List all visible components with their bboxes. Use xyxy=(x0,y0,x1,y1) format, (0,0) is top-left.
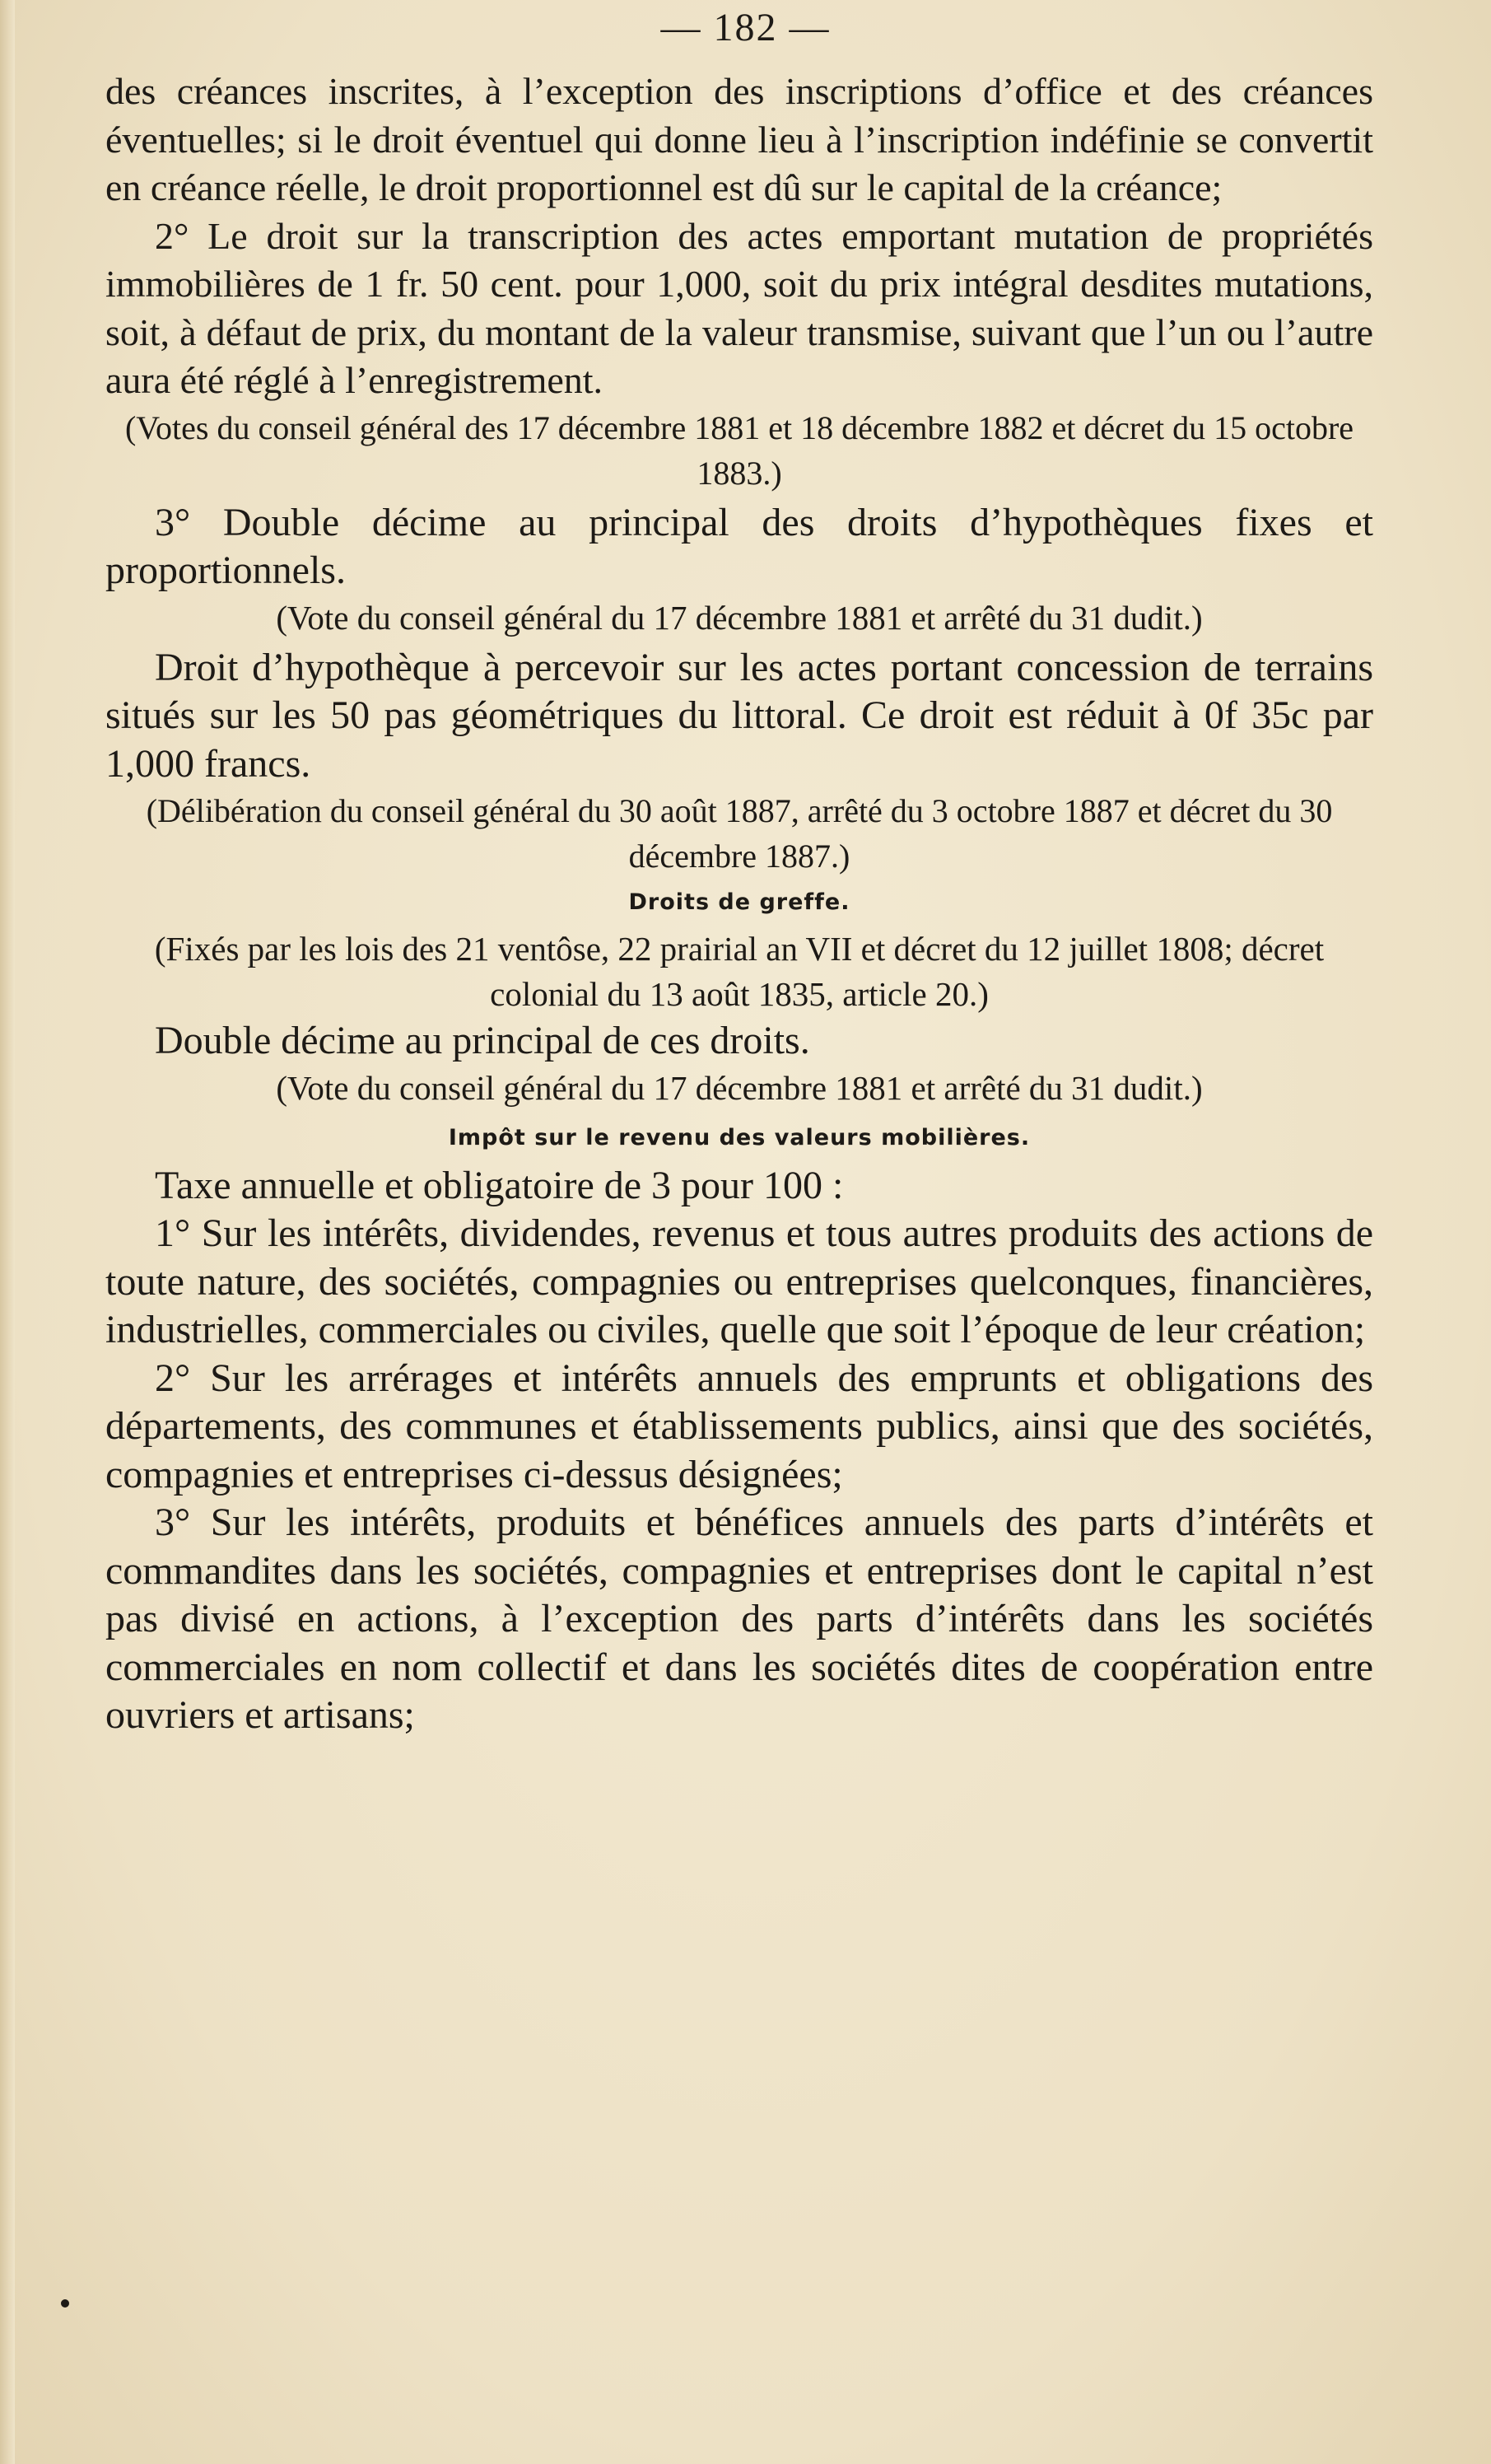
paragraph-item-1-actions: 1° Sur les intérêts, dividendes, revenus et tous autres produits des actions de toute nature, des sociétés, compagnies ou entreprises quelconques, financières, industrielles, commerciales ou civiles, quelle que soit l’époque de leur création; xyxy=(105,1211,1373,1351)
citation-deliberation-1887: (Délibération du conseil général du 30 août 1887, arrêté du 3 octobre 1887 et décret du 30 décembre 1887.) xyxy=(146,792,1333,875)
page-edge xyxy=(0,0,15,2464)
ink-spot xyxy=(61,2299,69,2308)
paragraph-item-2-emprunts: 2° Sur les arrérages et intérêts annuels des emprunts et obligations des départements, des communes et établissements publics, ainsi que des sociétés, compagnies et entreprises ci-dessus désignées; xyxy=(105,1356,1373,1496)
paragraph-continuation: des créances inscrites, à l’exception des inscriptions d’office et des créances éventuelles; si le droit éventuel qui donne lieu à l’inscription indéfinie se convertit en créance réelle, le droit proportionnel est dû sur le capital de la créance; xyxy=(105,70,1373,208)
section-heading-droits-de-greffe: Droits de greffe. xyxy=(628,889,850,915)
paragraph-double-decime-hypotheques: 3° Double décime au principal des droits d’hypothèques fixes et proportionnels. xyxy=(105,500,1373,592)
paragraph-droit-hypotheque-littoral: Droit d’hypothèque à percevoir sur les actes portant concession de terrains situés sur les 50 pas géométriques du littoral. Ce droit est réduit à 0f 35c par 1,000 francs. xyxy=(105,645,1373,786)
section-heading-impot-revenu: Impôt sur le revenu des valeurs mobilières. xyxy=(448,1124,1031,1150)
paragraph-transcription-duty: 2° Le droit sur la transcription des actes emportant mutation de propriétés immobilières de 1 fr. 50 cent. pour 1,000, soit du prix intégral desdites mutations, soit, à défaut de prix, du montant de la valeur transmise, suivant que l’un ou l’autre aura été réglé à l’enregistrement. xyxy=(105,214,1373,401)
citation-lois-ventose-prairial: (Fixés par les lois des 21 ventôse, 22 prairial an VII et décret du 12 juillet 1808; décret colonial du 13 août 1835, article 20.) xyxy=(154,930,1325,1013)
citation-vote-1881-greffe: (Vote du conseil général du 17 décembre 1881 et arrêté du 31 dudit.) xyxy=(276,1068,1203,1107)
paragraph-double-decime-greffe: Double décime au principal de ces droits. xyxy=(155,1019,810,1062)
page-number: — 182 — xyxy=(660,6,831,49)
paragraph-item-3-parts-interets: 3° Sur les intérêts, produits et bénéfices annuels des parts d’intérêts et commandites dans les sociétés, compagnies et entreprises dont le capital n’est pas divisé en actions, à l’exception des parts d’intérêts dans les sociétés commerciales en nom collectif et dans les sociétés dites de coopération entre ouvriers et artisans; xyxy=(105,1500,1373,1737)
paragraph-taxe-annuelle: Taxe annuelle et obligatoire de 3 pour 100 : xyxy=(155,1163,844,1207)
citation-vote-1881: (Vote du conseil général du 17 décembre 1881 et arrêté du 31 dudit.) xyxy=(276,598,1203,637)
page-body xyxy=(105,68,1373,1740)
citation-votes-1881-1882: (Votes du conseil général des 17 décembre 1881 et 18 décembre 1882 et décret du 15 octobre 1883.) xyxy=(124,408,1354,492)
